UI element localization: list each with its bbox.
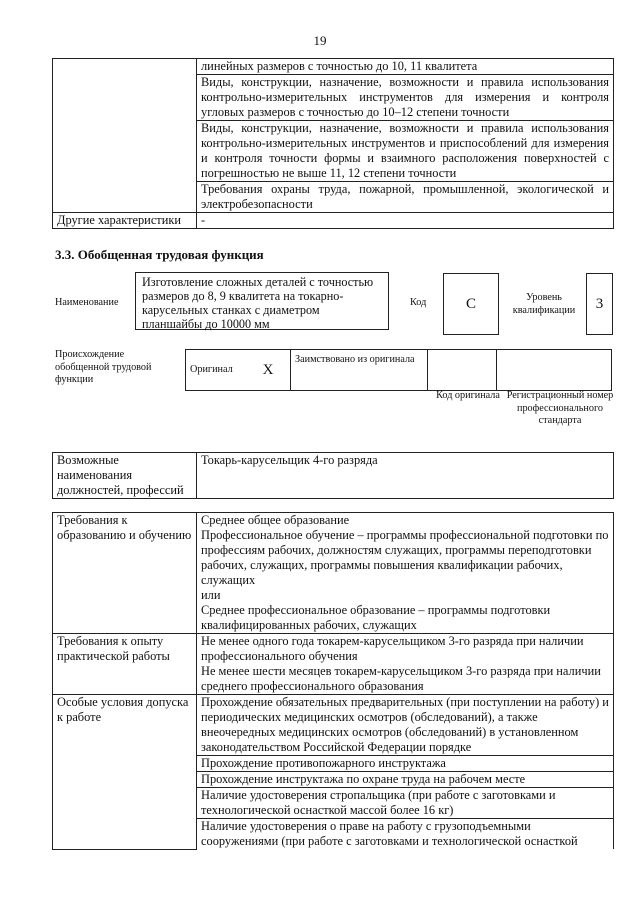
section-title: 3.3. Обобщенная трудовая функция xyxy=(55,247,264,262)
origin-label: Происхождение обобщенной трудовой функции xyxy=(55,349,152,385)
reg-caption: Регистрационный номер профессионального стандарта xyxy=(506,390,614,426)
empty-label-cell xyxy=(53,59,197,213)
table-row xyxy=(186,350,612,391)
original-label: Оригинал xyxy=(186,350,247,391)
table-cell: Требования охраны труда, пожарной, промышленной, экологической и электробезопасности xyxy=(197,182,614,213)
table-cell: Прохождение инструктажа по охране труда на рабочем месте xyxy=(197,772,614,788)
text-line: Среднее профессиональное образование – программы подготовки квалифицированных рабочих, служащих xyxy=(201,603,551,632)
function-code-box: C xyxy=(443,273,499,335)
knowledge-table xyxy=(52,58,614,229)
special-conditions-label: Особые условия допуска к работе xyxy=(53,695,197,850)
qualification-level-box: 3 xyxy=(586,273,613,335)
table-row xyxy=(53,213,614,229)
table-row xyxy=(53,453,614,499)
reg-number-cell xyxy=(497,350,612,391)
positions-label: Возможные наименования должностей, профессий xyxy=(53,453,197,499)
function-name-box: Изготовление сложных деталей с точностью размеров до 8, 9 квалитета на токарно-карусельных станках с диаметром планшайбы до 10000 мм xyxy=(135,272,389,330)
name-label: Наименование xyxy=(55,297,119,308)
education-label: Требования к образованию и обучению xyxy=(53,513,197,634)
education-value xyxy=(197,513,614,634)
origin-table xyxy=(185,349,612,391)
borrowed-label: Заимствовано из оригинала xyxy=(291,350,428,391)
text-line: Профессиональное обучение – программы профессиональной подготовки по профессиям рабочих, должностям служащих, программы переподготовки рабочих, служащих, программы повышения квалификации рабочих, служащих xyxy=(201,528,609,587)
code-caption: Код оригинала xyxy=(436,390,500,401)
origin-code-cell xyxy=(428,350,497,391)
table-cell: линейных размеров с точностью до 10, 11 квалитета xyxy=(197,59,614,75)
positions-table xyxy=(52,452,614,499)
text-line: Не менее шести месяцев токарем-карусельщиком 3-го разряда при наличии среднего профессионального образования xyxy=(201,664,601,693)
text-line: Среднее общее образование xyxy=(201,513,350,527)
other-characteristics-label: Другие характеристики xyxy=(53,213,197,229)
table-row xyxy=(53,513,614,634)
code-label: Код xyxy=(410,297,427,308)
table-cell: Наличие удостоверения стропальщика (при работе с заготовками и технологической оснасткой массой более 16 кг) xyxy=(197,788,614,819)
table-cell: Виды, конструкции, назначение, возможности и правила использования контрольно-измерительных инструментов для измерения и контроля угловых размеров с точностью до 10–12 степени точности xyxy=(197,75,614,121)
positions-value: Токарь-карусельщик 4-го разряда xyxy=(197,453,614,499)
table-cell: Прохождение противопожарного инструктажа xyxy=(197,756,614,772)
experience-value xyxy=(197,634,614,695)
original-mark: X xyxy=(246,350,291,391)
other-characteristics-value: - xyxy=(197,213,614,229)
requirements-table xyxy=(52,512,614,850)
table-row xyxy=(53,59,614,75)
text-line: Не менее одного года токарем-карусельщиком 3-го разряда при наличии профессионального обучения xyxy=(201,634,584,663)
experience-label: Требования к опыту практической работы xyxy=(53,634,197,695)
table-row xyxy=(53,695,614,756)
table-cell: Наличие удостоверения о праве на работу с грузоподъемными сооружениями (при работе с заготовками и технологической оснасткой xyxy=(197,819,614,850)
text-line: или xyxy=(201,588,221,602)
page-number: 19 xyxy=(313,33,327,48)
table-row xyxy=(53,634,614,695)
table-cell: Прохождение обязательных предварительных (при поступлении на работу) и периодических медицинских осмотров (обследований), а также внеочередных медицинских осмотров (обследований) в установленном законодательством Российской Федерации порядке xyxy=(197,695,614,756)
level-label: Уровень квалификации xyxy=(512,292,576,316)
table-cell: Виды, конструкции, назначение, возможности и правила использования контрольно-измерительных инструментов и приспособлений для измерения и контроля точности формы и взаимного расположения поверхностей с погрешностью не выше 11, 12 степени точности xyxy=(197,121,614,182)
